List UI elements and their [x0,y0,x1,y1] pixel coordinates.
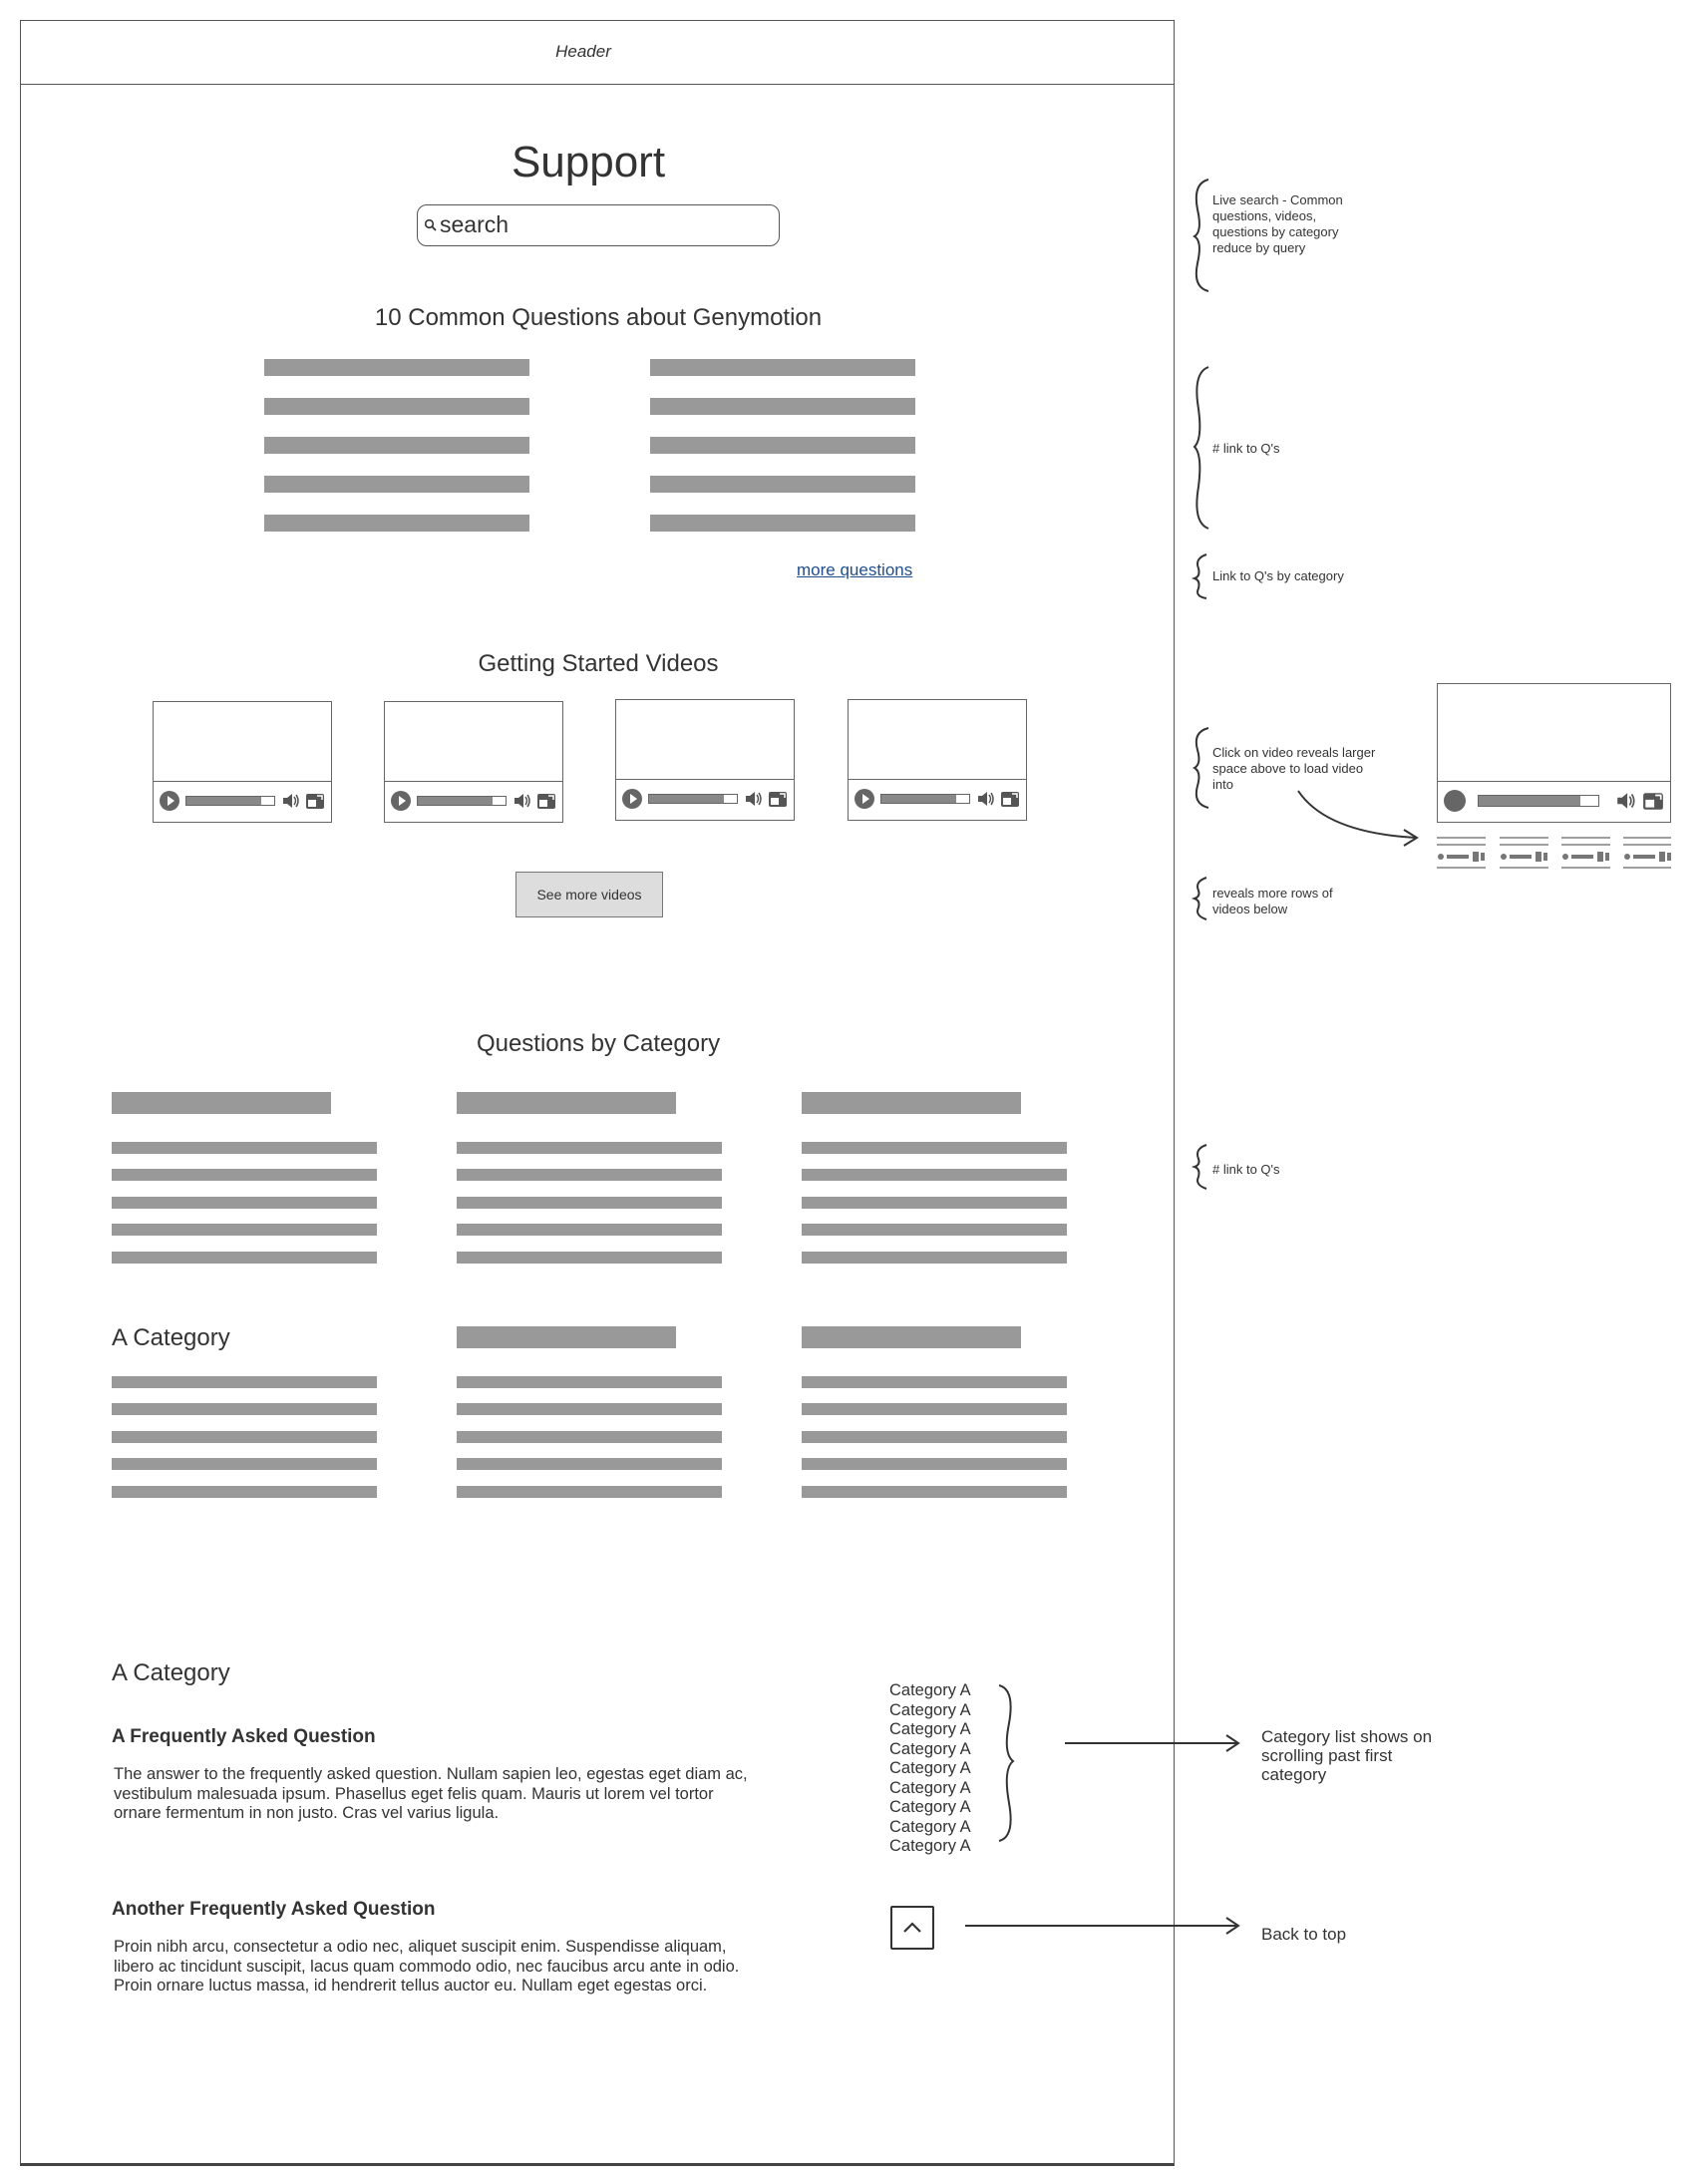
progress-bar[interactable] [880,794,970,804]
faq-answer: The answer to the frequently asked question. Nullam sapien leo, egestas eget diam ac, vestibulum malesuada ipsum. Phasellus eget felis quam. Mauris ut lorem vel tortor ornare fermentum in non justo. Cras vel varius ligula. [114,1765,748,1822]
question-link[interactable] [802,1403,1067,1415]
category-list-item[interactable]: Category A [889,1681,971,1699]
categories-title: Questions by Category [476,1030,721,1057]
video-thumbnail-strip [1437,838,1671,868]
category-list-item[interactable]: Category A [889,1778,971,1797]
category-heading [457,1326,676,1348]
category-list-item[interactable]: Category A [889,1759,971,1777]
brace-icon [1195,554,1206,598]
category-heading [112,1092,331,1114]
question-link[interactable] [112,1458,377,1470]
question-link[interactable] [112,1376,377,1388]
note-back-to-top: Back to top [1261,1925,1347,1944]
question-link[interactable] [457,1486,722,1498]
note-link-qs: # link to Q's [1212,441,1280,456]
question-link[interactable] [802,1252,1067,1264]
question-link[interactable] [264,437,529,454]
arrow-icon [1298,791,1416,838]
video-controls [385,781,562,822]
question-link[interactable] [457,1252,722,1264]
note-live-search: Live search - Common questions, videos, questions by category reduce by query [1212,192,1343,255]
question-link[interactable] [264,359,529,376]
question-link[interactable] [457,1431,722,1443]
question-link[interactable] [457,1142,722,1154]
faq-answer: Proin nibh arcu, consectetur a odio nec, aliquet suscipit enim. Suspendisse aliquam, libero ac tincidunt suscipit, lacus quam commodo odio, nec faucibus arcu ante in odio. Proin ornare luctus massa, id hendrerit tellus auctor eu. Nullam eget egestas orci. [114,1938,740,1995]
question-link[interactable] [802,1224,1067,1236]
brace-icon [1195,878,1206,919]
sticky-category-list [889,1681,971,1857]
common-questions-title: 10 Common Questions about Genymotion [374,304,823,331]
question-link[interactable] [264,398,529,415]
play-icon[interactable] [854,789,874,809]
brace-icon [1195,180,1208,291]
volume-icon[interactable] [281,791,301,811]
brace-icon [1195,728,1208,808]
video-player[interactable] [153,701,332,823]
question-link[interactable] [112,1403,377,1415]
play-icon[interactable] [622,789,642,809]
more-questions-link[interactable]: more questions [797,560,913,579]
video-player[interactable] [615,699,795,821]
category-list-item[interactable]: Category A [889,1739,971,1758]
question-link[interactable] [457,1224,722,1236]
volume-icon[interactable] [512,791,532,811]
chevron-up-icon [902,1920,922,1934]
video-controls [849,779,1026,820]
progress-bar[interactable] [648,794,738,804]
progress-bar[interactable] [185,796,275,806]
category-heading [802,1092,1021,1114]
progress-bar [1478,795,1599,807]
video-controls [616,779,794,820]
brace-icon [1195,1145,1206,1189]
category-list-item[interactable]: Category A [889,1720,971,1738]
header-bar [20,20,1175,85]
note-link-qs-2: # link to Q's [1212,1162,1280,1177]
question-link[interactable] [112,1142,377,1154]
volume-icon[interactable] [744,789,764,809]
brace-icon [1195,367,1208,529]
note-link-by-category: Link to Q's by category [1212,568,1344,583]
question-link[interactable] [802,1431,1067,1443]
faq-question: Another Frequently Asked Question [112,1899,436,1920]
question-link[interactable] [802,1486,1067,1498]
category-heading [802,1326,1021,1348]
question-link[interactable] [457,1458,722,1470]
expanded-video-player [1437,683,1671,823]
question-link[interactable] [802,1197,1067,1209]
question-link[interactable] [802,1142,1067,1154]
question-link[interactable] [650,437,915,454]
question-link[interactable] [650,359,915,376]
play-icon[interactable] [391,791,411,811]
category-detail-heading: A Category [112,1659,230,1686]
category-list-item[interactable]: Category A [889,1798,971,1816]
question-link[interactable] [112,1252,377,1264]
question-link[interactable] [802,1169,1067,1181]
fullscreen-icon[interactable] [305,791,325,811]
search-icon [424,218,438,232]
note-category-list: Category list shows on scrolling past first category [1261,1727,1433,1784]
question-link[interactable] [457,1169,722,1181]
question-link[interactable] [112,1486,377,1498]
question-link[interactable] [457,1197,722,1209]
question-link[interactable] [264,476,529,493]
question-link[interactable] [650,398,915,415]
page-title: Support [511,138,666,186]
volume-icon[interactable] [976,789,996,809]
play-icon [1444,790,1466,812]
video-player[interactable] [848,699,1027,821]
videos-title: Getting Started Videos [478,650,719,677]
progress-bar[interactable] [417,796,507,806]
fullscreen-icon[interactable] [1000,789,1020,809]
fullscreen-icon [1641,790,1665,812]
video-player[interactable] [384,701,563,823]
question-link[interactable] [650,515,915,532]
see-more-videos-button[interactable]: See more videos [515,872,663,917]
volume-icon [1615,790,1637,812]
question-link[interactable] [457,1403,722,1415]
note-video-click: Click on video reveals larger space above to load video into [1212,745,1376,792]
category-heading-text[interactable]: A Category [112,1324,230,1351]
question-link[interactable] [112,1224,377,1236]
question-link[interactable] [112,1431,377,1443]
faq-question: A Frequently Asked Question [112,1726,376,1747]
question-link[interactable] [112,1197,377,1209]
fullscreen-icon[interactable] [536,791,556,811]
category-list-item[interactable]: Category A [889,1700,971,1719]
question-link[interactable] [802,1376,1067,1388]
question-link[interactable] [457,1376,722,1388]
category-list-item[interactable]: Category A [889,1837,971,1855]
search-input[interactable] [417,204,780,246]
note-reveals-rows: reveals more rows of videos below [1212,886,1333,916]
fullscreen-icon[interactable] [768,789,788,809]
category-list-item[interactable]: Category A [889,1817,971,1836]
video-controls [154,781,331,822]
question-link[interactable] [802,1458,1067,1470]
header-label: Header [555,42,611,61]
question-link[interactable] [112,1169,377,1181]
category-heading [457,1092,676,1114]
back-to-top-button[interactable] [890,1906,934,1950]
question-link[interactable] [650,476,915,493]
play-icon[interactable] [160,791,179,811]
search-placeholder: search [440,211,510,237]
question-link[interactable] [264,515,529,532]
